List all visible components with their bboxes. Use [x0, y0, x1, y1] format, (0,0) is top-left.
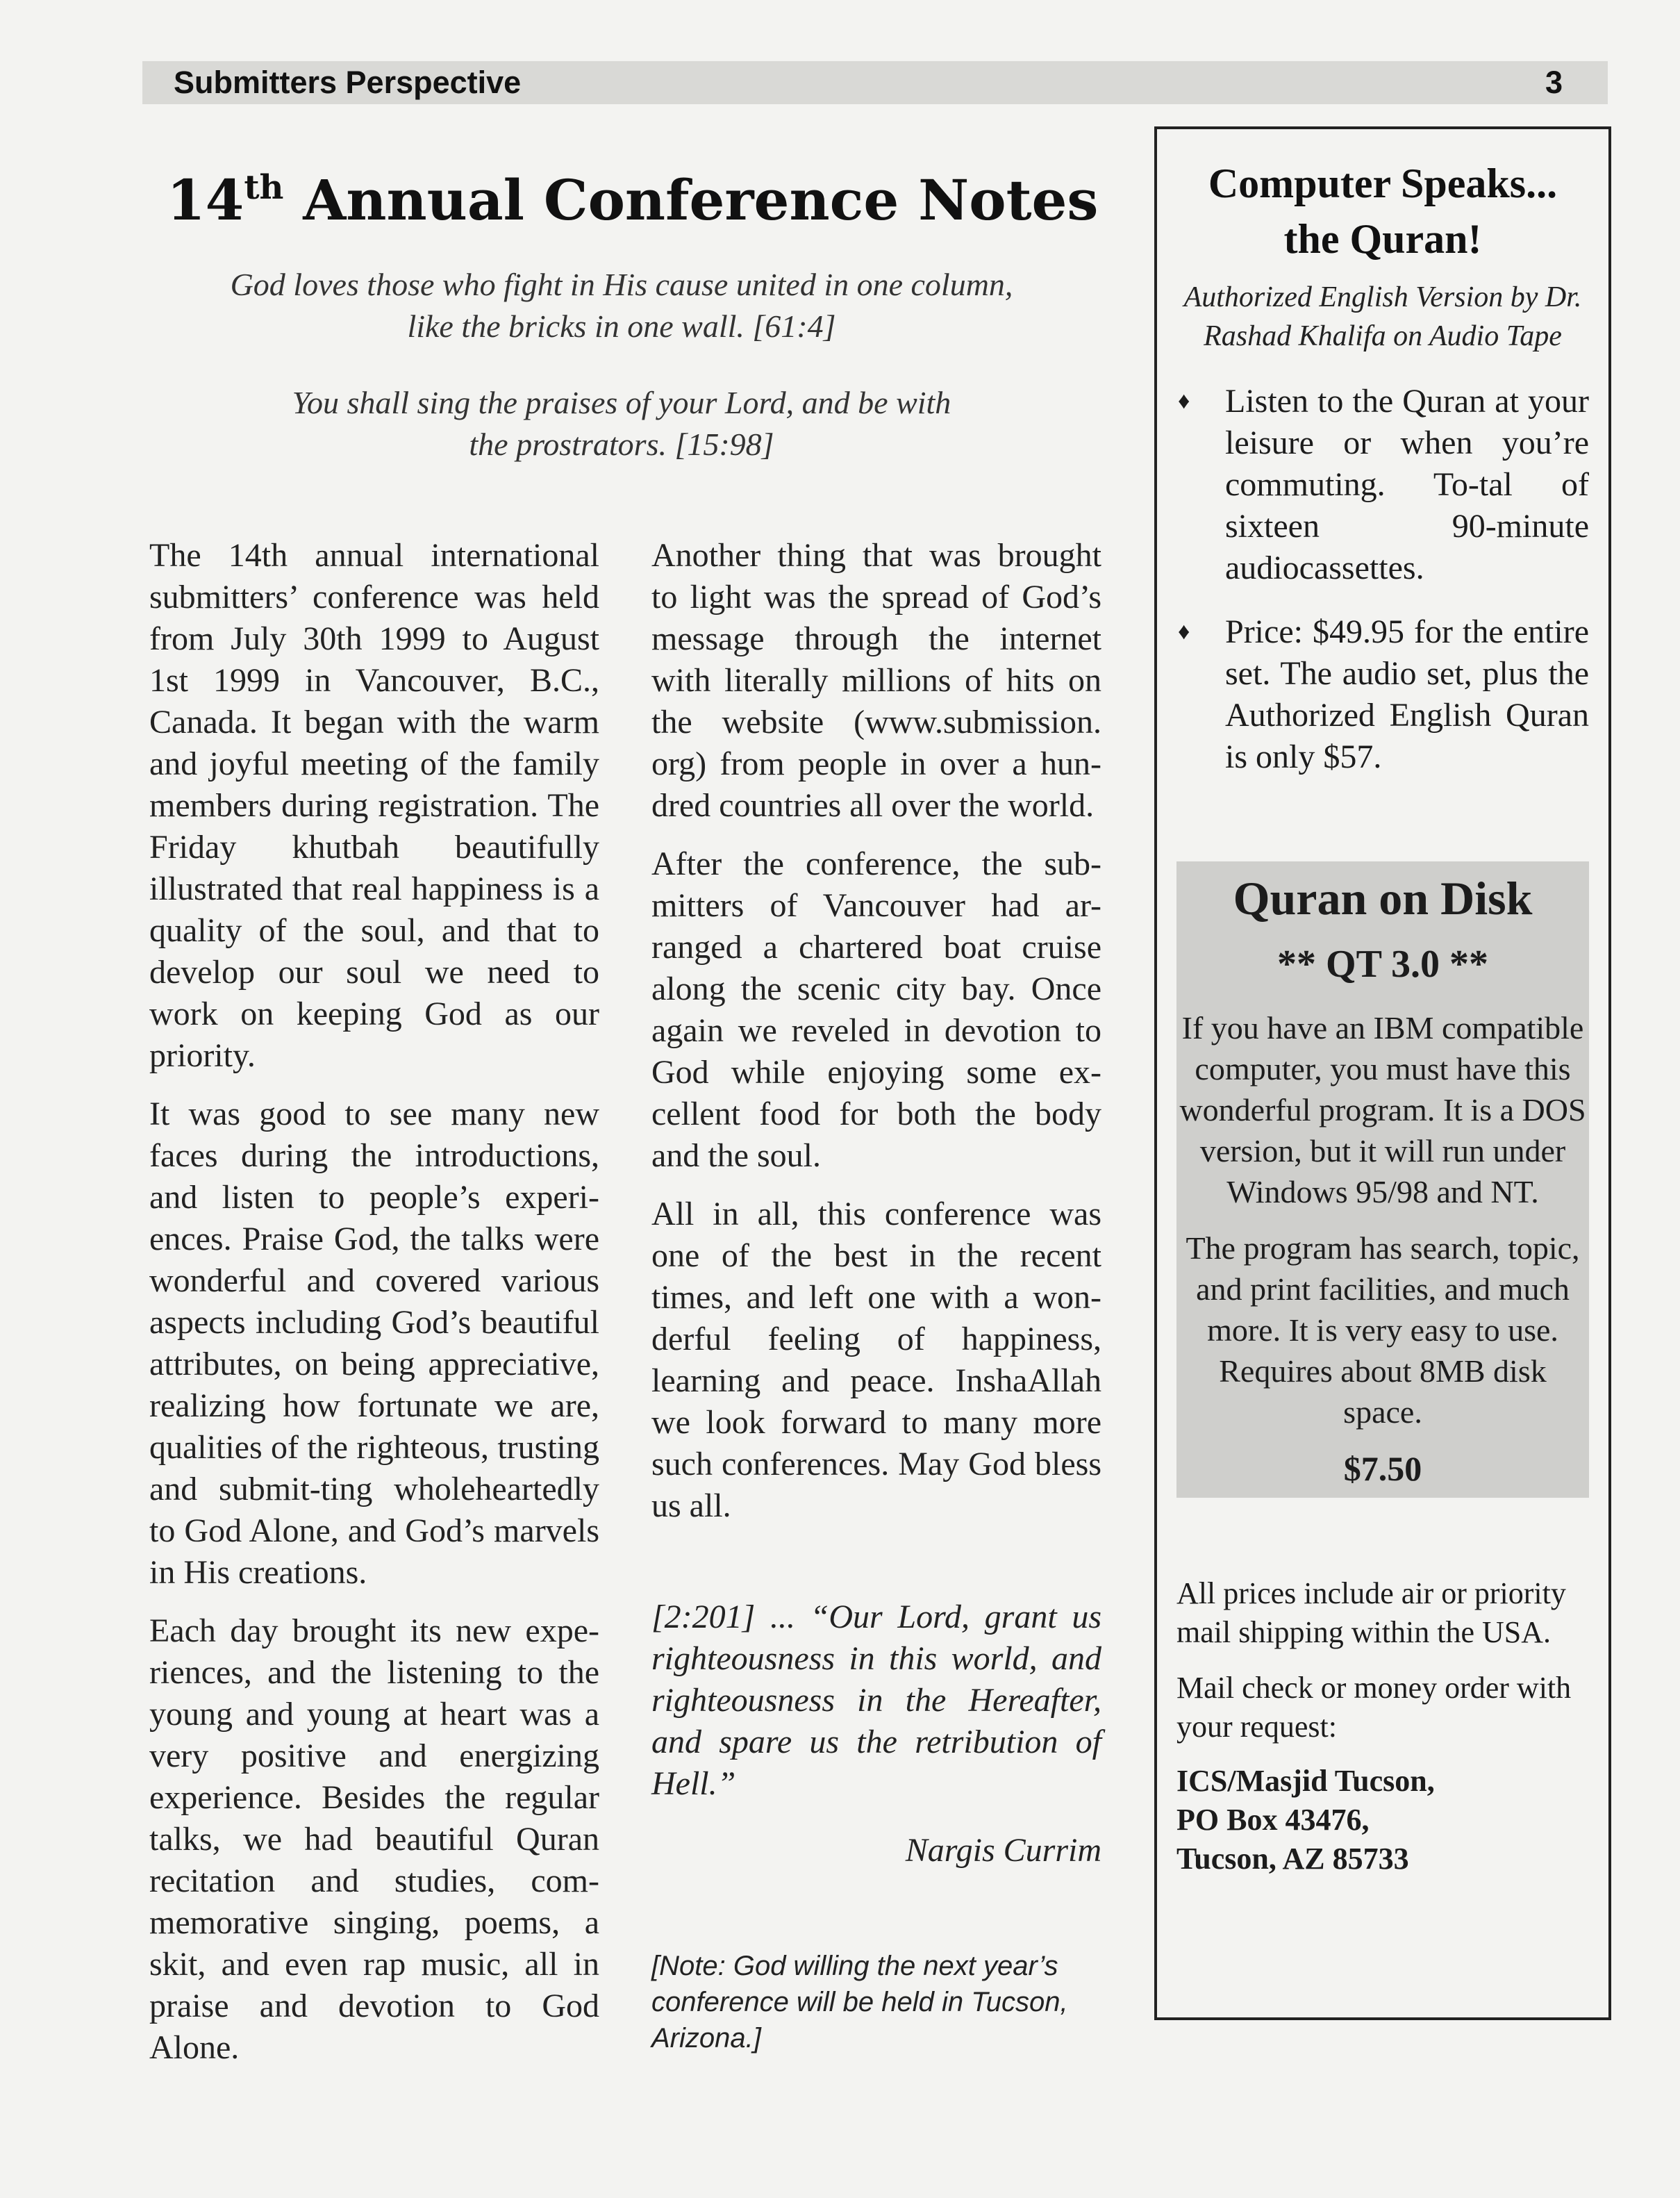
disk-version: ** QT 3.0 ** [1277, 943, 1488, 986]
author-signature: Nargis Currim [905, 1832, 1101, 1869]
advert-sidebar [1154, 126, 1611, 2020]
paragraph: All in all, this conference was one of the best in the recent times, and left one with a won-derful feeling of happiness, learning and peace. InshaAllah we look forward to many more such conferences. May God bless us all. [651, 1196, 1101, 1524]
page-number: 3 [1545, 65, 1563, 100]
epigraph-1-line1: God loves those who fight in His cause united in one column, [230, 267, 1013, 302]
paragraph: Each day brought its new expe-riences, and the listening to the young and young at heart was a very positive and energizing experience. Besides the regular talks, we had beautiful Quran recitation and studies, com-memorative singing, poems, a skit, and even rap music, all in praise and devotion to God Alone. [149, 1612, 599, 2066]
epigraph-2 [174, 382, 1070, 465]
article-column-2 [651, 535, 1101, 2073]
epigraph-1 [174, 264, 1070, 347]
mailing-address [1176, 1762, 1589, 1878]
shipping-info: All prices include air or priority mail shipping within the USA. [1176, 1576, 1566, 1649]
newsletter-title: Submitters Perspective [174, 65, 522, 100]
sidebar-subtitle: Authorized English Version by Dr. Rashad Khalifa on Audio Tape [1183, 281, 1582, 352]
sidebar-bullet-list [1176, 381, 1589, 778]
sidebar-title-line1: Computer Speaks... [1208, 160, 1558, 206]
disk-title: Quran on Disk [1233, 872, 1533, 925]
paragraph: After the conference, the sub-mitters of Vancouver had ar-ranged a chartered boat cruise along the scenic city bay. Once again we reveled in devotion to God while enjoying some ex-cellent food for both the body and the soul. [651, 845, 1101, 1174]
order-instructions: Mail check or money order with your request: [1176, 1671, 1572, 1744]
title-ordinal: th [244, 168, 284, 207]
paragraph: It was good to see many new faces during the introductions, and listen to people’s experi-ences. Praise God, the talks were wonderful and covered various aspects including God’s beautiful attributes, on being appreciative, realizing how fortunate we are, qualities of the righteous, trusting and submit-ting wholeheartedly to God Alone, and God’s marvels in His creations. [149, 1096, 599, 1591]
address-line: Tucson, AZ 85733 [1176, 1842, 1409, 1876]
title-number: 14 [167, 167, 244, 233]
closing-quote: [2:201] ... “Our Lord, grant us righteousness in this world, and righteousness in the Hereafter, and spare us the retribution of Hell.” [651, 1598, 1101, 1802]
diamond-bullet-icon: ♦ [1178, 388, 1190, 414]
epigraph-2-line2: the prostrators. [15:98] [469, 427, 774, 462]
epigraph-1-line2: like the bricks in one wall. [61:4] [407, 308, 836, 344]
article-column-1 [149, 535, 599, 2085]
address-line: PO Box 43476, [1176, 1803, 1370, 1837]
paragraph: Another thing that was brought to light was the spread of God’s message through the internet with literally millions of hits on the website (www.submission. org) from people in over a hun-dred countries all over the world. [651, 537, 1101, 824]
editor-note: [Note: God willing the next year’s conference will be held in Tucson, Arizona.] [651, 1951, 1068, 2054]
title-text: Annual Conference Notes [283, 167, 1099, 233]
sidebar-title [1176, 156, 1589, 267]
disk-features: The program has search, topic, and print facilities, and much more. It is very easy to use. Requires about 8MB disk space. [1186, 1230, 1580, 1430]
article-title [167, 146, 1098, 242]
disk-description: If you have an IBM compatible computer, you must have this wonderful program. It is a DOS version, but it will run under Windows 95/98 and NT. [1179, 1010, 1586, 1209]
bullet-text: Listen to the Quran at your leisure or when you’re commuting. To-tal of sixteen 90-minute audiocassettes. [1225, 383, 1589, 586]
address-line: ICS/Masjid Tucson, [1176, 1764, 1435, 1798]
bullet-text: Price: $49.95 for the entire set. The audio set, plus the Authorized English Quran is only $57. [1225, 613, 1589, 775]
paragraph: The 14th annual international submitters’ conference was held from July 30th 1999 to August 1st 1999 in Vancouver, B.C., Canada. It began with the warm and joyful meeting of the family members during registration. The Friday khutbah beautifully illustrated that real happiness is a quality of the soul, and that to develop our soul we need to work on keeping God as our priority. [149, 537, 599, 1074]
list-item [1176, 611, 1589, 778]
diamond-bullet-icon: ♦ [1178, 619, 1190, 645]
list-item [1176, 381, 1589, 589]
disk-price: $7.50 [1343, 1449, 1422, 1488]
epigraph-2-line1: You shall sing the praises of your Lord, and be with [292, 385, 951, 420]
sidebar-title-line2: the Quran! [1283, 216, 1482, 262]
quran-on-disk-box [1176, 861, 1589, 1498]
